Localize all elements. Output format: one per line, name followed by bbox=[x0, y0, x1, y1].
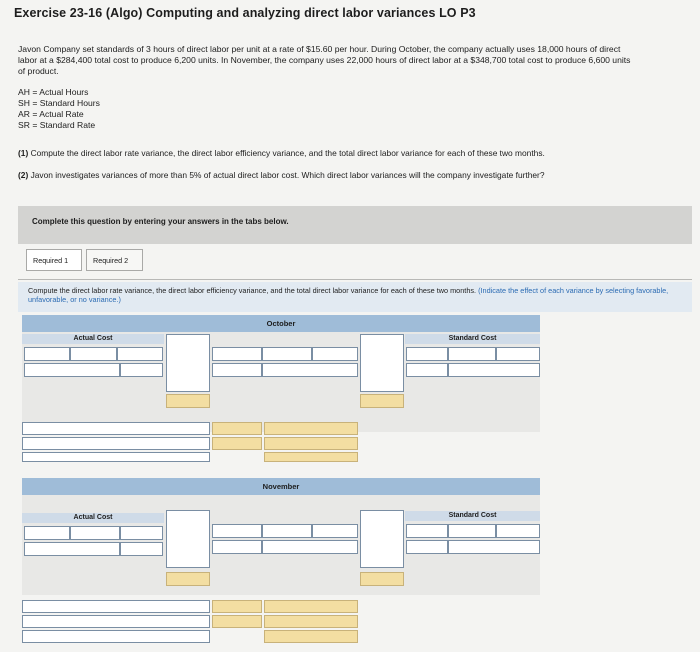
october-times-label-input[interactable] bbox=[70, 347, 117, 361]
november-standard-cost-heading: Standard Cost bbox=[405, 511, 540, 521]
november-total-variance-select-3[interactable] bbox=[264, 630, 358, 643]
october-sr-input[interactable] bbox=[496, 347, 540, 361]
october-standard-cost-total-input[interactable] bbox=[448, 363, 540, 377]
october-total-variance-label-2[interactable] bbox=[22, 437, 210, 450]
october-efficiency-variance-box[interactable] bbox=[360, 334, 404, 392]
october-ah-sr-total[interactable] bbox=[262, 363, 358, 377]
november-total-variance-select-2[interactable] bbox=[264, 615, 358, 628]
october-total-variance-amount[interactable] bbox=[212, 422, 262, 435]
banner-text: Complete this question by entering your answers in the tabs below. bbox=[32, 217, 289, 226]
question-1-label: (1) bbox=[18, 148, 29, 158]
question-2 bbox=[18, 170, 658, 181]
november-standard-cost-total-input[interactable] bbox=[448, 540, 540, 554]
november-efficiency-variance-select[interactable] bbox=[360, 572, 404, 586]
november-ar-input[interactable] bbox=[120, 526, 163, 540]
november-total-variance-label-3[interactable] bbox=[22, 630, 210, 643]
tab-required-2[interactable] bbox=[86, 249, 143, 271]
definitions-list bbox=[18, 87, 100, 131]
october-ah-sr-3[interactable] bbox=[312, 347, 358, 361]
october-actual-cost-amount-input[interactable] bbox=[24, 363, 120, 377]
tab-required-1-label: Required 1 bbox=[33, 256, 69, 265]
october-ah-input[interactable] bbox=[24, 347, 70, 361]
october-standard-cost-amount-input[interactable] bbox=[406, 363, 448, 377]
october-ar-input[interactable] bbox=[117, 347, 163, 361]
question-2-label: (2) bbox=[18, 170, 29, 180]
november-rate-variance-box[interactable] bbox=[166, 510, 210, 568]
october-total-variance-label[interactable] bbox=[22, 422, 210, 435]
november-total-variance-amount-2[interactable] bbox=[212, 615, 262, 628]
october-total-variance-select-2[interactable] bbox=[264, 437, 358, 450]
problem-statement: Javon Company set standards of 3 hours of direct labor per unit at a rate of $15.60 per hour. During October, the company actually uses 18,000 hours of direct labor at a $284,400 total cost to produce 6,200 units. In November, the company uses 22,000 hours of direct labor at a $348,700 total cost to produce 6,600 units of product. bbox=[18, 44, 631, 76]
november-actual-cost-amount-input[interactable] bbox=[24, 542, 120, 556]
october-ah-sr-2[interactable] bbox=[262, 347, 312, 361]
october-std-times-input[interactable] bbox=[448, 347, 496, 361]
question-2-text: Javon investigates variances of more than 5% of actual direct labor cost. Which direct labor variances will the company investigate further? bbox=[30, 170, 545, 180]
november-total-variance-select[interactable] bbox=[264, 600, 358, 613]
november-standard-cost-amount-input[interactable] bbox=[406, 540, 448, 554]
definition-ar: AR = Actual Rate bbox=[18, 109, 84, 119]
task-instructions bbox=[18, 282, 692, 312]
definition-sr: SR = Standard Rate bbox=[18, 120, 96, 130]
november-sr-input[interactable] bbox=[496, 524, 540, 538]
october-total-variance-select[interactable] bbox=[264, 422, 358, 435]
october-total-variance-label-3[interactable] bbox=[22, 452, 210, 462]
november-rate-variance-select[interactable] bbox=[166, 572, 210, 586]
definition-ah: AH = Actual Hours bbox=[18, 87, 89, 97]
tab-divider bbox=[18, 279, 692, 280]
november-times-label-input[interactable] bbox=[70, 526, 120, 540]
november-ah-input[interactable] bbox=[24, 526, 70, 540]
october-rate-variance-select[interactable] bbox=[166, 394, 210, 408]
november-ah-sr-2[interactable] bbox=[262, 524, 312, 538]
november-ah-sr-1[interactable] bbox=[212, 524, 262, 538]
october-standard-cost-heading: Standard Cost bbox=[405, 334, 540, 344]
november-total-variance-amount[interactable] bbox=[212, 600, 262, 613]
tab-required-2-label: Required 2 bbox=[93, 256, 129, 265]
question-1 bbox=[18, 148, 658, 159]
november-total-variance-label-2[interactable] bbox=[22, 615, 210, 628]
november-sh-input[interactable] bbox=[406, 524, 448, 538]
october-ah-sr-amount[interactable] bbox=[212, 363, 262, 377]
question-1-text: Compute the direct labor rate variance, the direct labor efficiency variance, and the total direct labor variance for each of these two months. bbox=[30, 148, 545, 158]
task-instructions-hint: (Indicate the effect of each variance by selecting favorable, unfavorable, or no variance.) bbox=[28, 286, 669, 304]
october-total-variance-select-3[interactable] bbox=[264, 452, 358, 462]
november-efficiency-variance-box[interactable] bbox=[360, 510, 404, 568]
instruction-banner bbox=[18, 206, 692, 244]
november-ah-sr-3[interactable] bbox=[312, 524, 358, 538]
october-efficiency-variance-select[interactable] bbox=[360, 394, 404, 408]
october-ah-sr-1[interactable] bbox=[212, 347, 262, 361]
october-rate-variance-box[interactable] bbox=[166, 334, 210, 392]
november-std-times-input[interactable] bbox=[448, 524, 496, 538]
task-instructions-text: Compute the direct labor rate variance, the direct labor efficiency variance, and the total direct labor variance for each of these two months. bbox=[28, 286, 477, 295]
november-actual-cost-total-input[interactable] bbox=[120, 542, 163, 556]
definition-sh: SH = Standard Hours bbox=[18, 98, 100, 108]
october-actual-cost-total-input[interactable] bbox=[120, 363, 163, 377]
tab-required-1[interactable] bbox=[26, 249, 82, 271]
october-actual-cost-heading: Actual Cost bbox=[22, 334, 164, 344]
october-header: October bbox=[22, 315, 540, 332]
exercise-title: Exercise 23-16 (Algo) Computing and analyzing direct labor variances LO P3 bbox=[14, 6, 476, 20]
november-ah-sr-total[interactable] bbox=[262, 540, 358, 554]
november-header: November bbox=[22, 478, 540, 495]
november-total-variance-label[interactable] bbox=[22, 600, 210, 613]
october-total-variance-amount-2[interactable] bbox=[212, 437, 262, 450]
october-sh-input[interactable] bbox=[406, 347, 448, 361]
november-actual-cost-heading: Actual Cost bbox=[22, 513, 164, 523]
november-ah-sr-amount[interactable] bbox=[212, 540, 262, 554]
